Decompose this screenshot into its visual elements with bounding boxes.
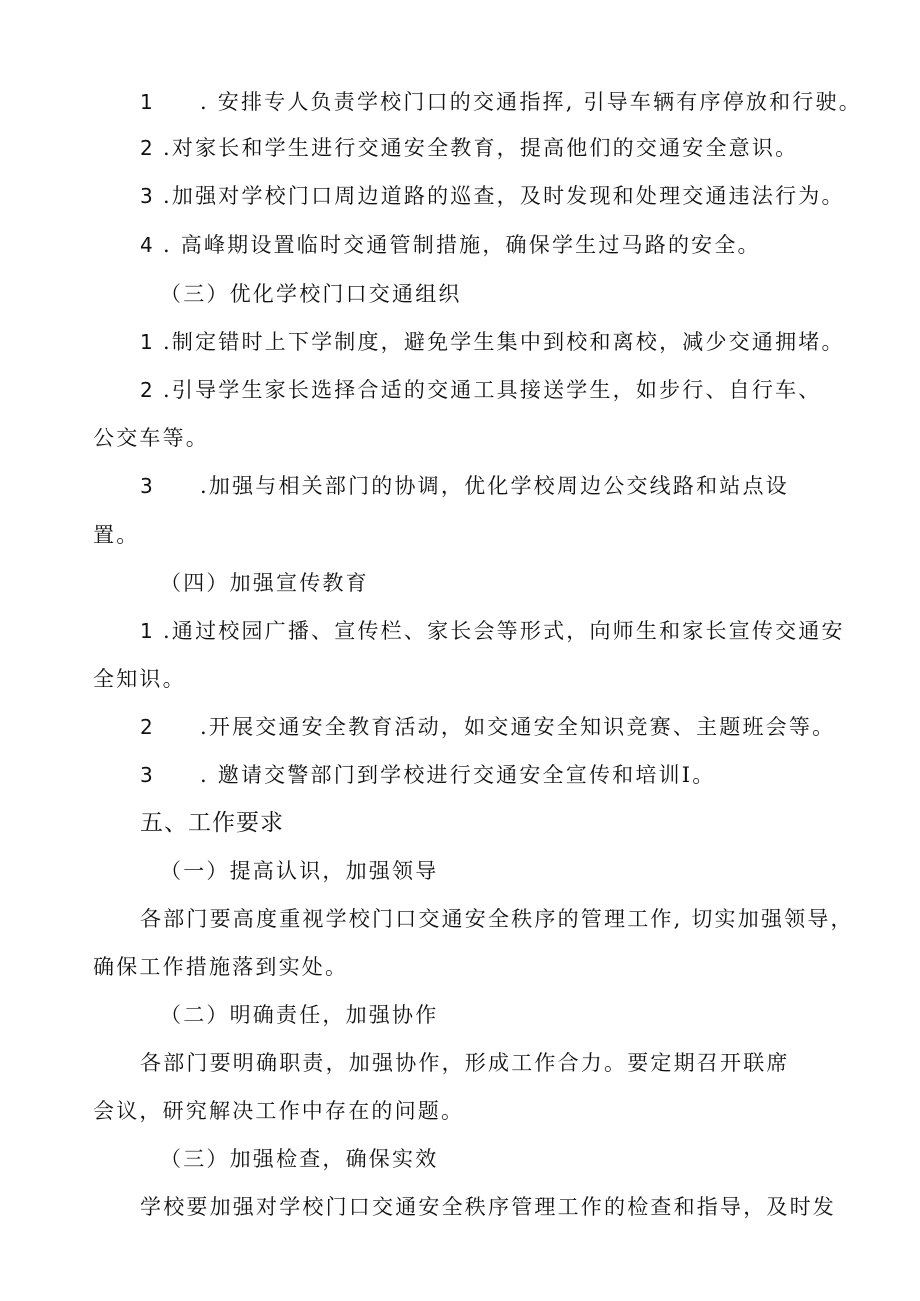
item-text-continued: 公交车等。 <box>93 426 209 450</box>
item-number: 3 <box>140 763 155 787</box>
paragraph-text: 各部门要明确职责，加强协作，形成工作合力。要定期召开联席 <box>140 1051 790 1075</box>
item-number: 3 <box>140 184 155 208</box>
item-text: .加强对学校门口周边道路的巡查，及时发现和处理交通违法行为。 <box>163 184 845 208</box>
chapter-heading-text: 五、工作要求 <box>140 810 284 836</box>
item-number: 2 <box>140 378 155 402</box>
item-text: . 邀请交警部门到学校进行交通安全宣传和培训I。 <box>200 763 716 787</box>
paragraph-text: 学校要加强对学校门口交通安全秩序管理工作的检查和指导，及时发 <box>140 1195 836 1219</box>
item-number: 1 <box>140 90 155 114</box>
section-title-text: （一）提高认识，加强领导 <box>160 859 439 883</box>
section-title-text: （四）加强宣传教育 <box>160 571 369 595</box>
item-text: .对家长和学生进行交通安全教育，提高他们的交通安全意识。 <box>163 136 799 160</box>
item-number: 2 <box>140 715 155 739</box>
item-text: .加强与相关部门的协调，优化学校周边公交线路和站点设 <box>200 474 789 498</box>
item-text: . 安排专人负责学校门口的交通指挥, 引导车辆有序停放和行驶。 <box>200 90 862 114</box>
item-text: .制定错时上下学制度，避免学生集中到校和离校，减少交通拥堵。 <box>163 330 845 354</box>
item-number: 1 <box>140 619 155 643</box>
item-text: .引导学生家长选择合适的交通工具接送学生，如步行、自行车、 <box>163 378 822 402</box>
item-text: .开展交通安全教育活动，如交通安全知识竞赛、主题班会等。 <box>200 715 836 739</box>
item-number: 2 <box>140 136 155 160</box>
paragraph-text: 会议，研究解决工作中存在的问题。 <box>93 1099 465 1123</box>
section-title-text: （三）加强检查，确保实效 <box>160 1147 439 1171</box>
paragraph-text: 确保工作措施落到实处。 <box>93 955 349 979</box>
item-text: . 高峰期设置临时交通管制措施，确保学生过马路的安全。 <box>163 233 761 257</box>
item-number: 4 <box>140 233 155 257</box>
item-text-continued: 置。 <box>93 523 140 547</box>
item-text-continued: 全知识。 <box>93 667 186 691</box>
item-number: 3 <box>140 474 155 498</box>
paragraph-text: 各部门要高度重视学校门口交通安全秩序的管理工作, 切实加强领导， <box>140 907 854 931</box>
section-title-text: （二）明确责任，加强协作 <box>160 1003 439 1027</box>
item-number: 1 <box>140 330 155 354</box>
item-text: .通过校园广播、宣传栏、家长会等形式，向师生和家长宣传交通安 <box>163 619 845 643</box>
section-title-text: （三）优化学校门口交通组织 <box>160 282 462 306</box>
